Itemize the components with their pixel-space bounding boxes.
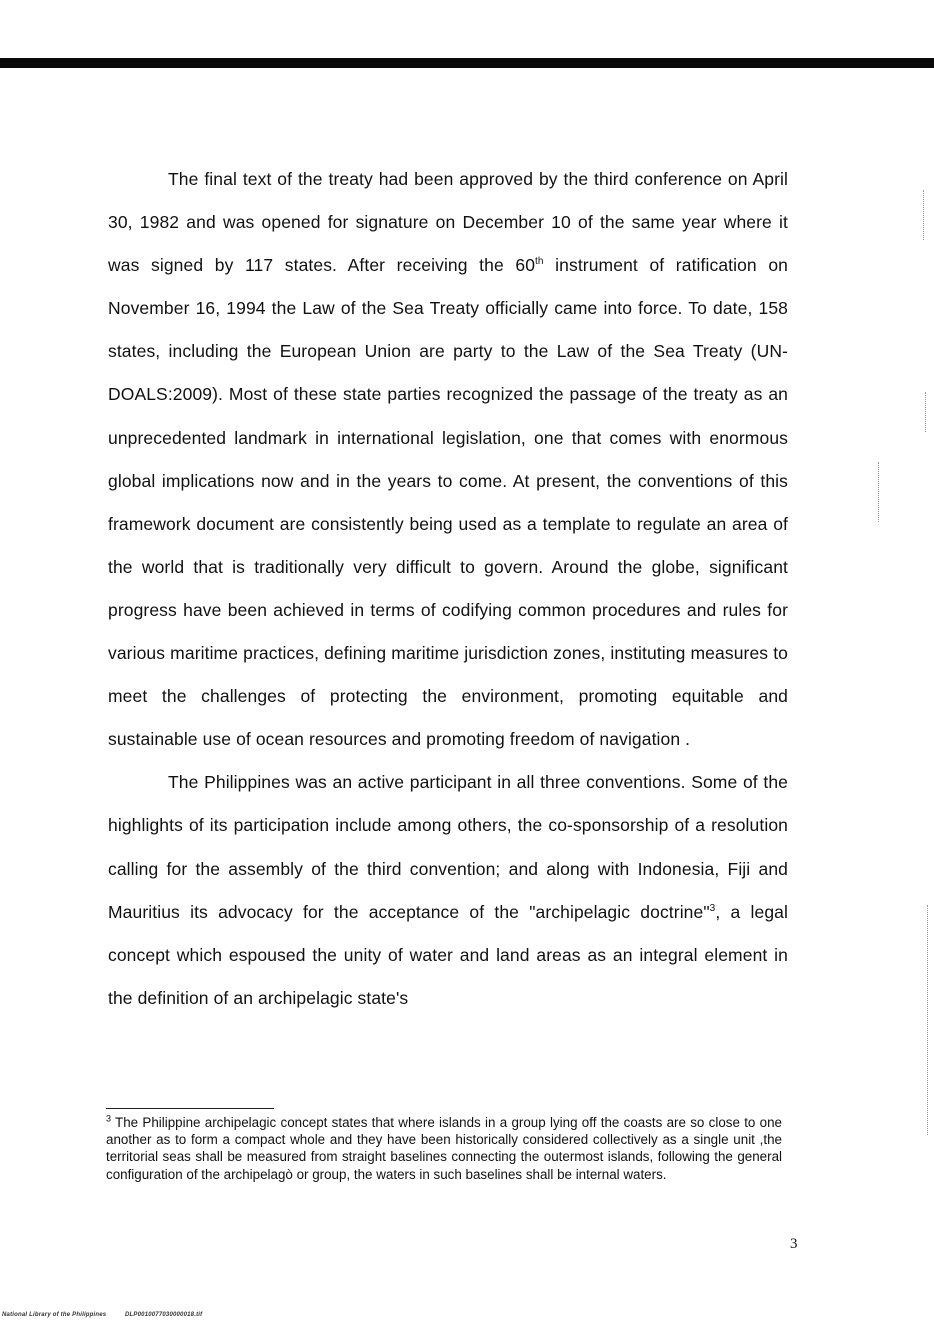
ordinal-suffix: th (535, 256, 544, 268)
paragraph-2-text-a: The Philippines was an active participant in all three conventions. Some of the highlights of its participation include among others, the co-sponsorship of a resolution calling for the assembly of the third convention; and along with Indonesia, Fiji and Mauritius its advocacy for the acceptance of the "archipelagic doctrine" (108, 772, 788, 922)
scan-artifact (923, 190, 924, 240)
scan-artifact (878, 462, 879, 522)
footnote-text: The Philippine archipelagic concept states that where islands in a group lying off the coasts are so close to one another as to form a compact whole and they have been historically considered collectively as a single unit ,the territorial seas shall be measured from straight baselines connecting the outermost islands, following the general configuration of the archipelagò or group, the waters in such baselines shall be internal waters. (106, 1115, 782, 1182)
footnote-reference: 3 (709, 902, 716, 914)
paragraph-2-text-b: , a legal concept which espoused the unity of water and land areas as an integral element in the definition of an archipelagic state's (108, 901, 788, 1008)
paragraph-1-text-a: The final text of the treaty had been approved by the third conference on April 30, 1982 and was opened for signature on December 10 of the same year where it was signed by 117 states. After receiving the 60 (108, 169, 788, 276)
paragraph-1 (108, 158, 788, 761)
footnote (106, 1114, 782, 1183)
library-stamp: National Library of the Philippines DLP0010077030000018.tif (2, 1312, 203, 1318)
paragraph-1-text-b: instrument of ratification on November 16, 1994 the Law of the Sea Treaty officially came into force. To date, 158 states, including the European Union are party to the Law of the Sea Treaty (UN-DOALS:2009). Most of these state parties recognized the passage of the treaty as an unprecedented landmark in international legislation, one that comes with enormous global implications now and in the years to come. At present, the conventions of this framework document are consistently being used as a template to regulate an area of the world that is traditionally very difficult to govern. Around the globe, significant progress have been achieved in terms of codifying common procedures and rules for various maritime practices, defining maritime jurisdiction zones, instituting measures to meet the challenges of protecting the environment, promoting equitable and sustainable use of ocean resources and promoting freedom of navigation . (108, 255, 789, 750)
scan-artifact (925, 392, 926, 432)
page-number: 3 (790, 1236, 798, 1252)
top-rule (0, 58, 934, 68)
footnote-separator (106, 1108, 274, 1109)
paragraph-2 (108, 761, 788, 1020)
body-text (108, 158, 788, 1020)
footnote-marker: 3 (106, 1113, 112, 1124)
scan-artifact (927, 905, 928, 1135)
